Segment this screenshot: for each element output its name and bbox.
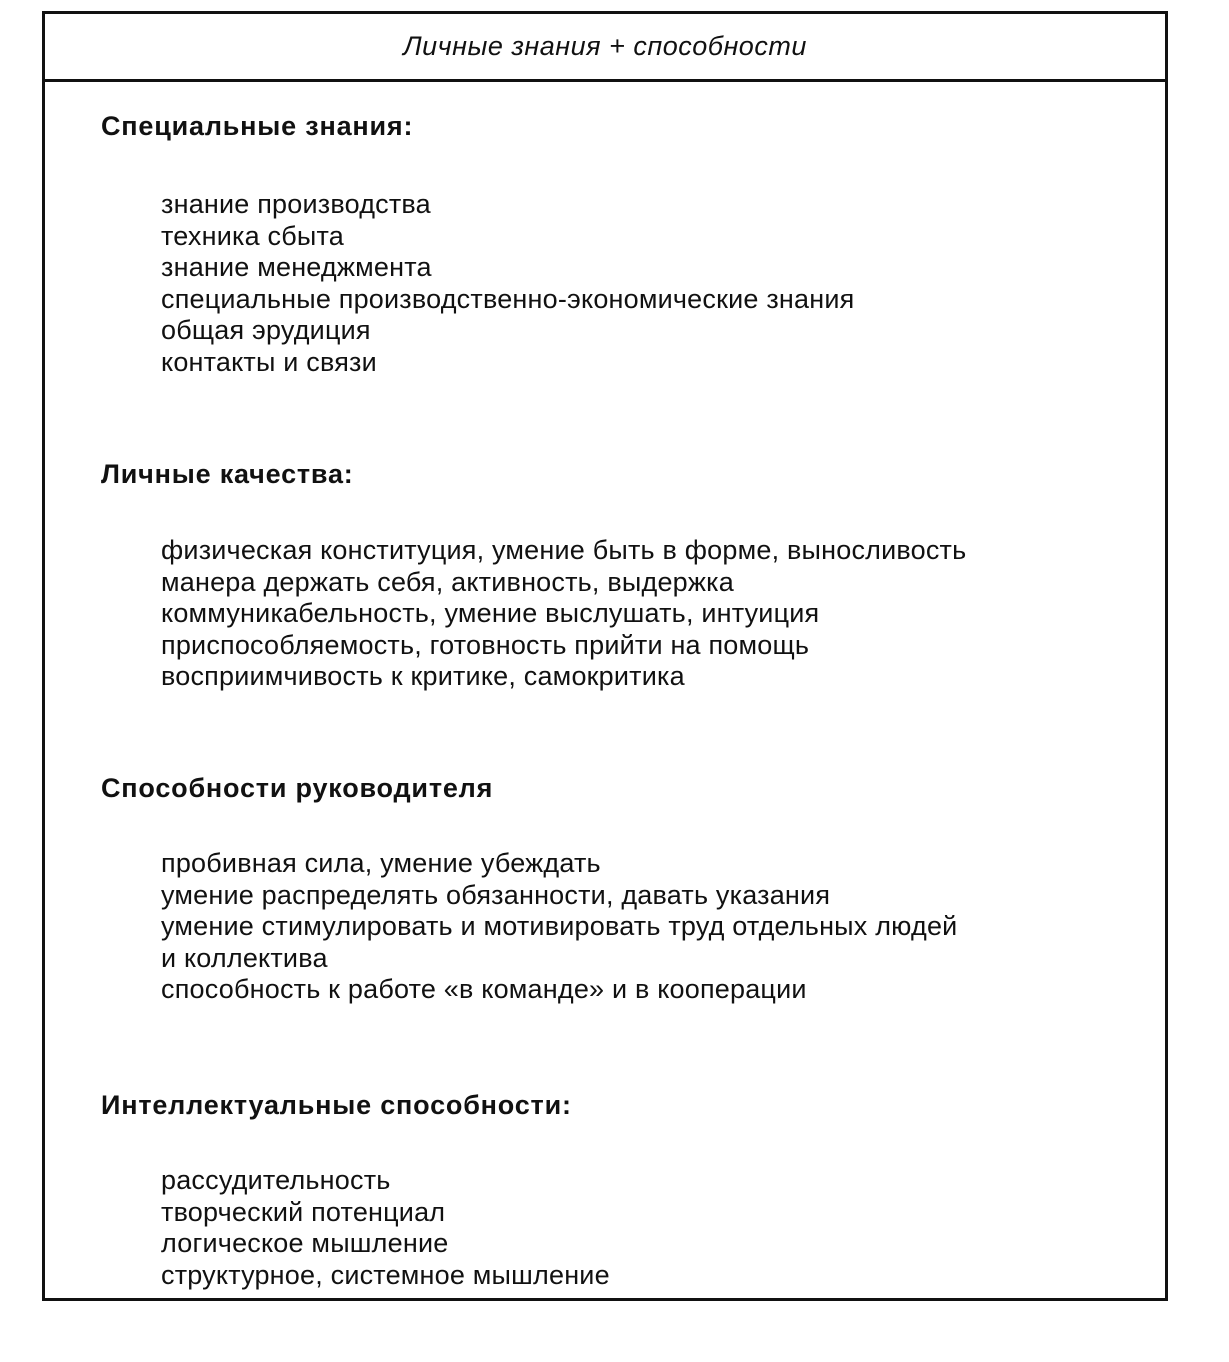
list-item: и коллектива: [161, 942, 328, 973]
list-item: приспособляемость, готовность прийти на помощь: [161, 629, 810, 660]
list-item: структурное, системное мышление: [161, 1259, 610, 1290]
section-intellectual-abilities: [101, 1089, 1151, 1290]
list-item: знание менеджмента: [161, 252, 432, 282]
list-item: коммуникабельность, умение выслушать, интуиция: [161, 598, 820, 628]
item-list: [161, 535, 966, 693]
page-title: Личные знания + способности: [403, 31, 807, 61]
list-item: логическое мышление: [161, 1228, 449, 1258]
section-title: Интеллектуальные способности:: [101, 1090, 572, 1120]
list-item: способность к работе «в команде» и в кооперации: [161, 974, 807, 1004]
list-item: контакты и связи: [161, 346, 377, 377]
list-item: умение распределять обязанности, давать указания: [161, 879, 831, 910]
list-item: знание производства: [161, 189, 431, 219]
item-list: [161, 189, 854, 378]
section-leader-abilities: [101, 772, 1151, 1004]
list-item: техника сбыта: [161, 220, 344, 251]
table-header: [45, 14, 1165, 82]
list-item: общая эрудиция: [161, 315, 371, 345]
item-list: [161, 848, 957, 1006]
list-item: специальные производственно-экономические знания: [161, 283, 855, 314]
list-item: пробивная сила, умение убеждать: [161, 848, 601, 878]
section-title: Способности руководителя: [101, 773, 494, 803]
section-title: Специальные знания:: [101, 111, 414, 141]
section-title: Личные качества:: [101, 459, 354, 489]
list-item: рассудительность: [161, 1165, 391, 1195]
item-list: [161, 1165, 610, 1291]
list-item: манера держать себя, активность, выдержка: [161, 566, 734, 597]
section-personal-qualities: [101, 458, 1151, 691]
list-item: умение стимулировать и мотивировать труд отдельных людей: [161, 911, 958, 941]
list-item: восприимчивость к критике, самокритика: [161, 661, 685, 691]
document-frame: [42, 11, 1168, 1301]
list-item: физическая конституция, умение быть в форме, выносливость: [161, 535, 967, 565]
list-item: творческий потенциал: [161, 1196, 446, 1227]
section-special-knowledge: [101, 110, 1151, 377]
